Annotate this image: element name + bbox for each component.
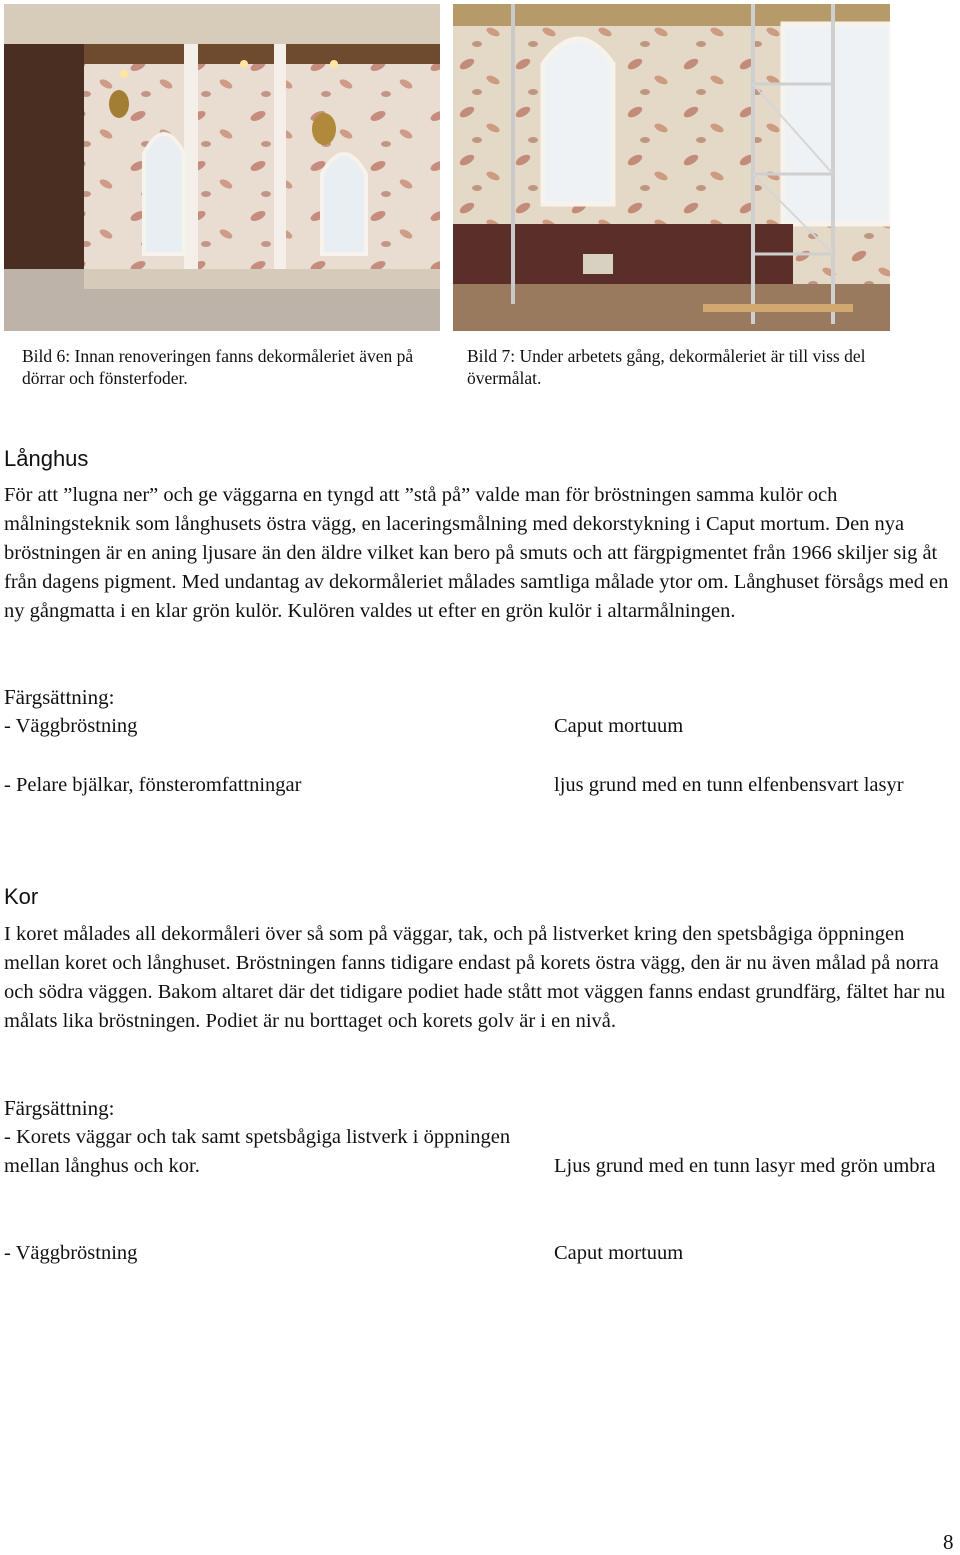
page-number: 8 xyxy=(943,1530,954,1554)
photo-caption-bild-6: Bild 6: Innan renoveringen fanns dekormåleriet även på dörrar och fönsterfoder. xyxy=(22,346,414,388)
kor-fargsattning-title: Färgsättning: xyxy=(4,1096,115,1120)
photo-church-interior-scaffolding xyxy=(453,4,890,331)
langhus-value-vaggbrostning: Caput mortuum xyxy=(554,715,684,737)
kor-value-vaggar-tak: Ljus grund med en tunn lasyr med grön umbra xyxy=(554,1155,936,1177)
langhus-item-pelare: - Pelare bjälkar, fönsteromfattningar xyxy=(4,774,302,796)
langhus-item-vaggbrostning: - Väggbröstning xyxy=(4,715,138,737)
langhus-value-pelare: ljus grund med en tunn elfenbensvart lasyr xyxy=(554,774,904,796)
section-heading-langhus: Långhus xyxy=(4,446,89,471)
kor-value-vaggbrostning: Caput mortuum xyxy=(554,1242,684,1264)
section-heading-kor: Kor xyxy=(4,884,39,909)
langhus-fargsattning-title: Färgsättning: xyxy=(4,685,115,709)
kor-item-vaggar-tak: - Korets väggar och tak samt spetsbågiga listverk i öppningen mellan långhus och kor. xyxy=(4,1126,511,1177)
photo-caption-bild-7: Bild 7: Under arbetets gång, dekormåleriet är till viss del övermålat. xyxy=(467,346,866,388)
kor-paragraph: I koret målades all dekormåleri över så som på väggar, tak, och på listverket kring den spetsbågiga öppningen mellan koret och långhuset. Bröstningen fanns tidigare endast på korets östra vägg, den är nu även målad på norra och södra väggen. Bakom altaret där det tidigare podiet hade stått mot väggen fanns endast grundfärg, fältet har nu målats lika bröstningen. Podiet är nu borttaget och korets golv är i en nivå. xyxy=(4,923,946,1032)
photo-church-interior-before xyxy=(4,4,440,331)
langhus-paragraph: För att ”lugna ner” och ge väggarna en tyngd att ”stå på” valde man för bröstningen samma kulör och målningsteknik som långhusets östra vägg, en laceringsmålning med dekorstykning i Caput mortum. Den nya bröstningen är en aning ljusare än den äldre vilket kan bero på smuts och att färgpigmentet från 1966 skiljer sig åt från dagens pigment. Med undantag av dekormåleriet målades samtliga målade ytor om. Långhuset försågs med en ny gångmatta i en klar grön kulör. Kulören valdes ut efter en grön kulör i altarmålningen. xyxy=(4,484,949,622)
kor-item-vaggbrostning: - Väggbröstning xyxy=(4,1242,138,1264)
